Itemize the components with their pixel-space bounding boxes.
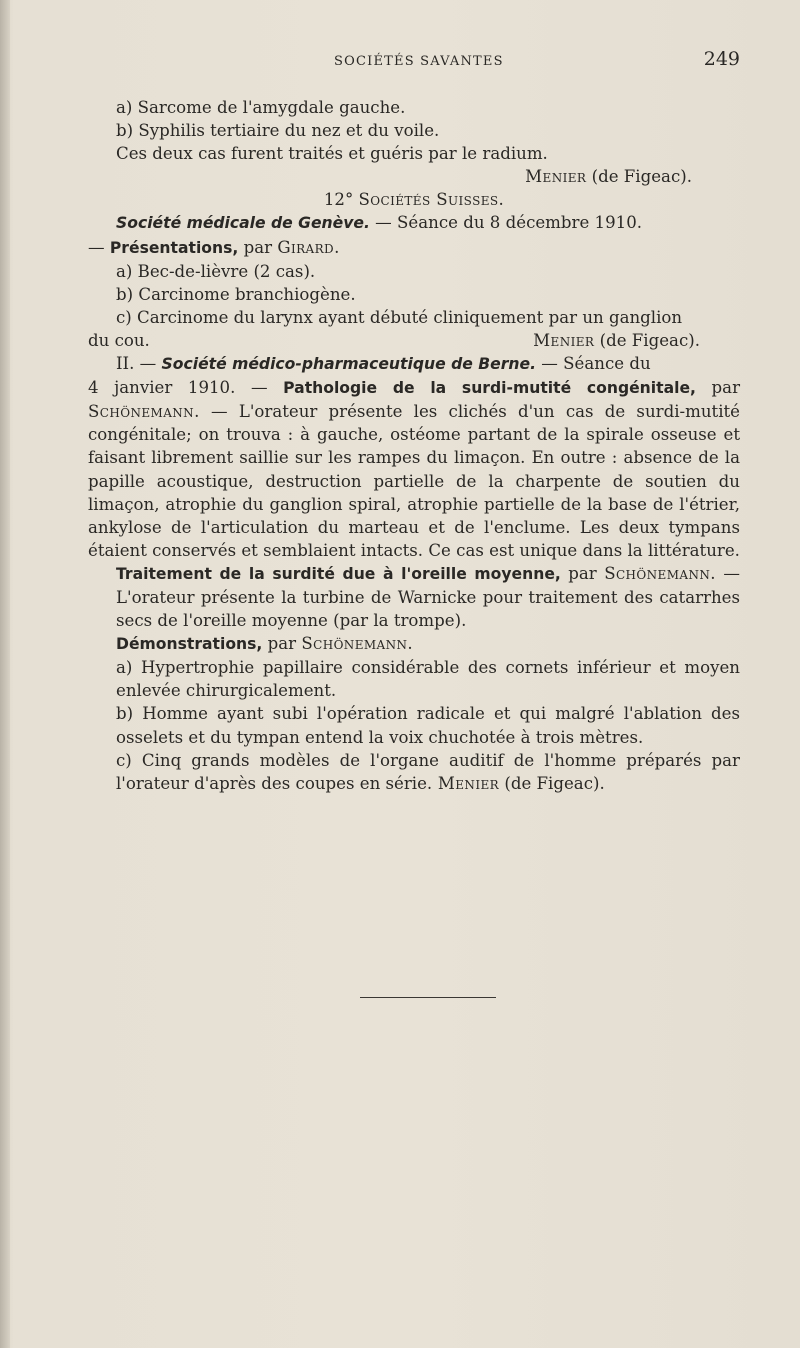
- par-word: par: [695, 378, 741, 398]
- seance-date-geneve: — Séance du 8 décembre 1910.: [369, 213, 643, 233]
- signature-place: (de Figeac).: [586, 167, 692, 187]
- seance-label-berne: — Séance du: [536, 354, 651, 374]
- item-a-hypertrophie: a) Hypertrophie papillaire considérable des cornets inférieur et moyen enlevée chirurgicalement.: [116, 658, 740, 701]
- presenter-schonemann: Schönemann.: [301, 634, 414, 654]
- item-b-carcinome: b) Carcinome branchiogène.: [116, 284, 356, 304]
- signature-place: (de Figeac).: [594, 330, 700, 350]
- pathologie-paragraph: [88, 376, 740, 562]
- signature-1: [88, 165, 740, 188]
- par-word: par: [262, 634, 302, 654]
- seance-date-berne: 4 janvier 1910. —: [88, 378, 284, 398]
- pathologie-body: — L'orateur présente les clichés d'un cas de surdi-mutité congénitale; on trouva : à gauche, ostéome partant de la spirale osseuse et faisant librement saillie sur les rampes du limaçon. En outre : absence de la papille acoustique, destruction partielle de la charpente de soutien du limaçon, atrophie du ganglion spiral, atrophie partielle de la base de l'étrier, ankylose de l'articulation du marteau et de l'enclume. Les deux tympans étaient conservés et semblaient intacts. Ce cas est unique dans la littérature.: [88, 402, 740, 560]
- presentations-line: [88, 236, 740, 260]
- item-c-larynx-end: [88, 329, 740, 352]
- par-word: par: [560, 563, 605, 583]
- section-roman-number: II. —: [116, 354, 162, 374]
- dash: —: [88, 237, 110, 257]
- item-c-modeles: [88, 749, 740, 795]
- running-head: SOCIÉTÉS SAVANTES: [334, 54, 504, 69]
- presenter-schonemann: Schönemann.: [88, 402, 200, 422]
- society-name-geneve: Société médicale de Genève.: [116, 214, 370, 233]
- society-name-berne: Société médico-pharmaceutique de Berne.: [161, 355, 537, 374]
- end-rule: [360, 997, 496, 998]
- item-b-syphilis: b) Syphilis tertiaire du nez et du voile.: [116, 121, 440, 141]
- par-word: par: [238, 237, 278, 257]
- item-c-modeles-text: c) Cinq grands modèles de l'organe auditif de l'homme préparés par l'orateur d'après des coupes en série.: [116, 750, 740, 793]
- item-c-larynx: c) Carcinome du larynx ayant débuté cliniquement par un ganglion: [116, 307, 683, 327]
- item-b-homme: b) Homme ayant subi l'opération radicale et qui malgré l'ablation des osselets et du tympan entend la voix chuchotée à trois mètres.: [116, 704, 740, 747]
- geneve-heading: [88, 211, 740, 235]
- section-title: Sociétés Suisses.: [358, 190, 505, 210]
- demonstrations-title: Démonstrations,: [116, 635, 263, 654]
- signature-author: Menier: [432, 773, 500, 793]
- section-number: 12°: [323, 190, 359, 210]
- berne-heading: [88, 352, 740, 376]
- presentations-title: Présentations,: [109, 238, 239, 257]
- signature-author: Menier: [525, 167, 587, 187]
- page-body: [88, 96, 740, 795]
- presenter-schonemann: Schönemann.: [604, 563, 716, 583]
- page-number: 249: [703, 48, 740, 70]
- signature-author: Menier: [533, 330, 595, 350]
- item-c-text-end: du cou.: [88, 330, 150, 350]
- treatment-note: Ces deux cas furent traités et guéris par le radium.: [116, 144, 548, 164]
- page-gutter-edge: [0, 0, 10, 1348]
- demonstrations-heading: [88, 632, 740, 656]
- traitement-title: Traitement de la surdité due à l'oreille moyenne,: [116, 564, 561, 583]
- section-heading-12: [88, 188, 740, 211]
- item-a-bec: a) Bec-de-lièvre (2 cas).: [116, 261, 316, 281]
- traitement-paragraph: [88, 562, 740, 632]
- traitement-body: — L'orateur présente la turbine de Warnicke pour traitement des catarrhes secs de l'oreille moyenne (par la trompe).: [116, 563, 740, 631]
- pathologie-title: Pathologie de la surdi-mutité congénitale,: [283, 379, 696, 398]
- page-header: [86, 48, 740, 74]
- signature-place: (de Figeac).: [499, 773, 605, 793]
- item-a-sarcome: a) Sarcome de l'amygdale gauche.: [116, 98, 406, 117]
- signature-2: [533, 329, 740, 352]
- presenter-girard: Girard.: [277, 237, 340, 257]
